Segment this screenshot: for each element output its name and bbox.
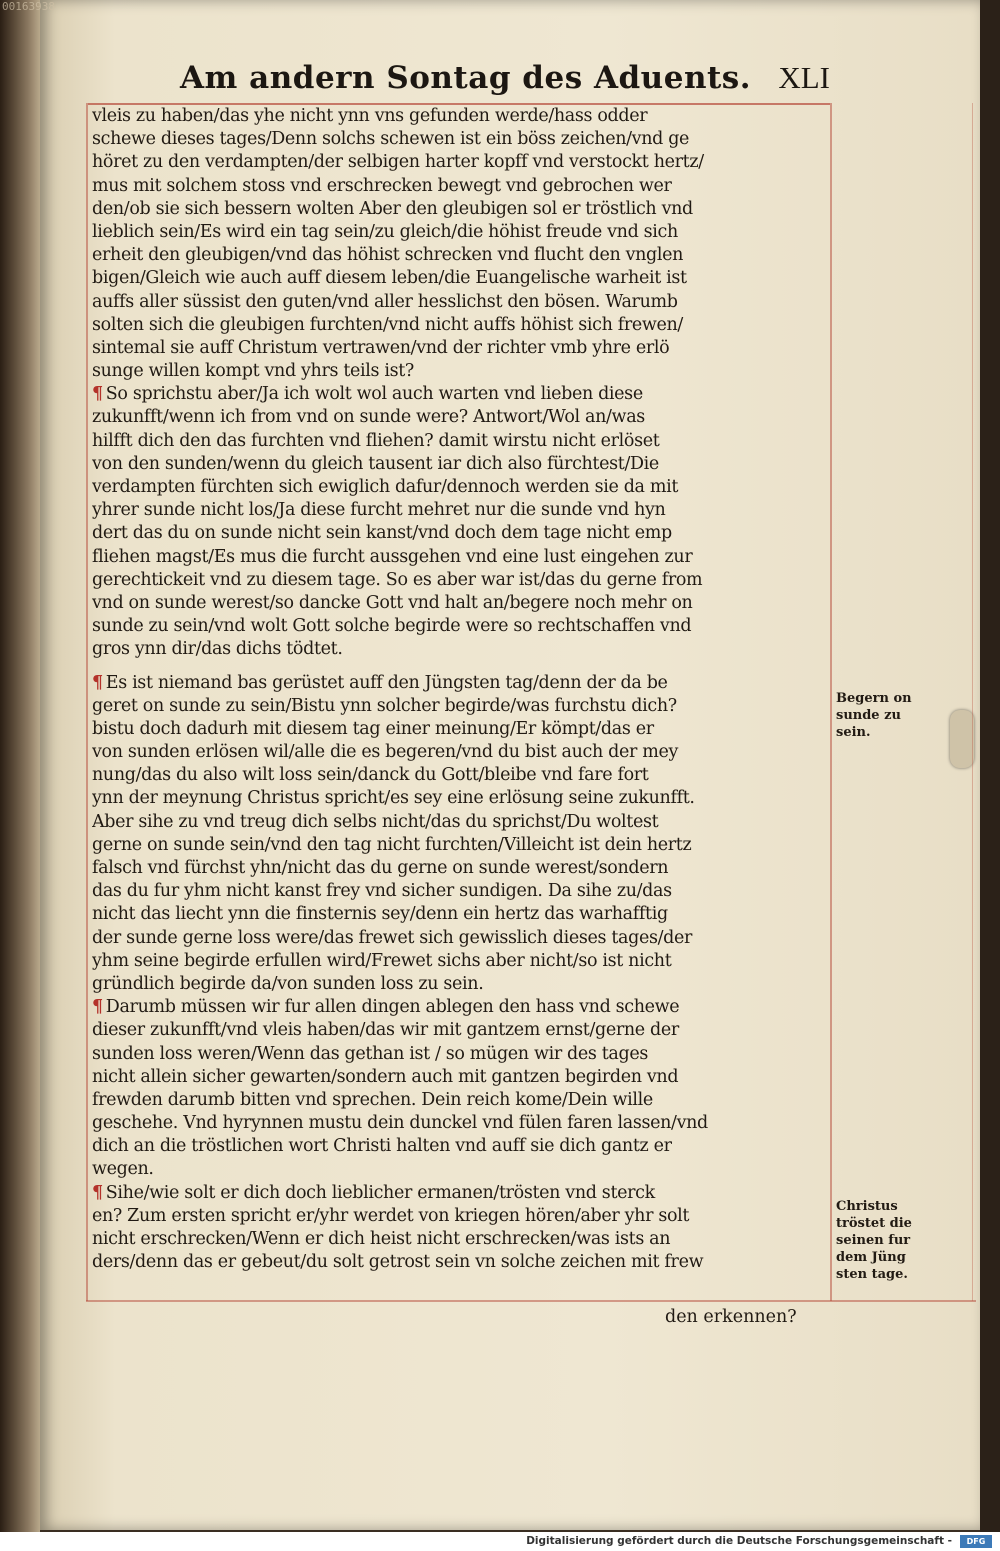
rule-margin — [972, 103, 973, 1301]
line-text: falsch vnd fürchst yhn/nicht das du gerne on sunde werest/sondern — [92, 858, 669, 878]
line-text: dert das du on sunde nicht sein kanst/vnd doch dem tage nicht emp — [92, 523, 672, 544]
text-line — [92, 1228, 827, 1251]
line-text: von sunden erlösen wil/alle die es begeren/vnd du bist auch der mey — [92, 742, 678, 763]
marginal-gloss-christus — [836, 1198, 956, 1283]
text-line — [92, 383, 827, 406]
line-text: ders/denn das er gebeut/du solt getrost sein vn solche zeichen mit frew — [92, 1252, 704, 1273]
line-text: der sunde gerne loss were/das frewet sich gewisslich dieses tages/der — [92, 927, 693, 948]
line-text: geret on sunde zu sein/Bistu ynn solcher begirde/was furchstu dich? — [92, 695, 677, 716]
line-text: gerechtickeit vnd zu diesem tage. So es aber war ist/das du gerne from — [92, 569, 703, 590]
text-line — [92, 903, 827, 926]
gloss-line: sein. — [836, 725, 871, 740]
text-line — [92, 291, 827, 314]
line-text: yhrer sunde nicht los/Ja diese furcht mehret nur die sunde vnd hyn — [92, 500, 666, 521]
line-text: das du fur yhm nicht kanst frey vnd sicher sundigen. Da sihe zu/das — [92, 881, 672, 902]
text-line — [92, 430, 827, 453]
text-line — [92, 314, 827, 337]
text-line — [92, 927, 827, 950]
text-body — [92, 105, 827, 1274]
pilcrow-mark: ¶ — [92, 384, 103, 405]
line-text: geschehe. Vnd hyrynnen mustu dein dunckel vnd fülen faren lassen/vnd — [92, 1113, 708, 1134]
text-line — [92, 1043, 827, 1066]
line-text: auffs aller süssist den guten/vnd aller hesslichst den bösen. Warumb — [92, 291, 678, 312]
line-text: von den sunden/wenn du gleich tausent iar dich also fürchtest/Die — [92, 453, 659, 474]
line-text: Es ist niemand bas gerüstet auff den Jüngsten tag/denn der da be — [105, 672, 668, 693]
text-line — [92, 950, 827, 973]
text-line — [92, 569, 827, 592]
text-line — [92, 996, 827, 1019]
text-line — [92, 499, 827, 522]
line-text: schewe dieses tages/Denn solchs schewen ist ein böss zeichen/vnd ge — [92, 129, 690, 150]
text-line — [92, 128, 827, 151]
text-line — [92, 221, 827, 244]
gloss-line: seinen fur — [836, 1233, 911, 1248]
gloss-line: Christus — [836, 1199, 898, 1214]
page-edge-shadow — [980, 0, 1000, 1551]
line-text: Aber sihe zu vnd treug dich selbs nicht/das du sprichst/Du woltest — [92, 811, 659, 832]
line-text: nung/das du also wilt loss sein/danck du Gott/bleibe vnd fare fort — [92, 765, 649, 786]
dfg-logo: DFG — [960, 1535, 992, 1548]
line-text: lieblich sein/Es wird ein tag sein/zu gleich/die höhist freude vnd sich — [92, 221, 678, 242]
pilcrow-mark: ¶ — [92, 672, 103, 693]
line-text: dieser zukunfft/vnd vleis haben/das wir mit gantzem ernst/gerne der — [92, 1020, 679, 1041]
line-text: nicht allein sicher gewarten/sondern auch mit gantzen begirden vnd — [92, 1066, 679, 1087]
line-text: wegen. — [92, 1159, 154, 1180]
paragraph-gap — [92, 662, 827, 672]
page-title: Am andern Sontag des Aduents. — [180, 60, 752, 96]
text-line — [92, 151, 827, 174]
text-line — [92, 592, 827, 615]
line-text: vnd on sunde werest/so dancke Gott vnd halt an/begere noch mehr on — [92, 592, 693, 613]
line-text: nicht das liecht ynn die finsternis sey/denn ein hertz das warhafftig — [92, 904, 668, 925]
rule-left — [86, 103, 88, 1301]
gloss-line: Begern on — [836, 691, 912, 706]
text-line — [92, 718, 827, 741]
line-text: dich an die tröstlichen wort Christi halten vnd auff sie dich gantz er — [92, 1136, 672, 1157]
line-text: höret zu den verdampten/der selbigen harter kopff vnd verstockt hertz/ — [92, 152, 704, 173]
rule-bottom — [86, 1300, 976, 1302]
line-text: Sihe/wie solt er dich doch lieblicher ermanen/trösten vnd sterck — [105, 1182, 655, 1203]
text-line — [92, 476, 827, 499]
gloss-line: dem Jüng — [836, 1250, 906, 1265]
scan-stamp: 00163938 — [2, 0, 55, 13]
line-text: gerne on sunde sein/vnd den tag nicht furchten/Villeicht ist dein hertz — [92, 834, 692, 855]
line-text: hilfft dich den das furchten vnd fliehen? damit wirstu nicht erlöset — [92, 430, 660, 451]
line-text: verdampten fürchten sich ewiglich dafur/dennoch werden sie da mit — [92, 477, 679, 497]
text-line — [92, 175, 827, 198]
line-text: den/ob sie sich bessern wolten Aber den gleubigen sol er tröstlich vnd — [92, 198, 693, 219]
text-line — [92, 1066, 827, 1089]
text-line — [92, 337, 827, 360]
text-line — [92, 546, 827, 569]
text-line — [92, 638, 827, 661]
text-line — [92, 105, 827, 128]
text-line — [92, 453, 827, 476]
text-line — [92, 1158, 827, 1181]
line-text: solten sich die gleubigen furchten/vnd nicht auffs höhist sich frewen/ — [92, 314, 683, 335]
line-text: gründlich begirde da/von sunden loss zu sein. — [92, 973, 484, 994]
footer-bar — [0, 1532, 1000, 1551]
marginal-gloss-begern — [836, 690, 956, 741]
line-text: bigen/Gleich wie auch auff diesem leben/die Euangelische warheit ist — [92, 268, 687, 289]
line-text: bistu doch dadurh mit diesem tag einer meinung/Er kömpt/das er — [92, 718, 654, 739]
text-line — [92, 615, 827, 638]
text-line — [92, 695, 827, 718]
line-text: ynn der meynung Christus spricht/es sey eine erlösung seine zukunfft. — [92, 788, 695, 809]
text-line — [92, 1135, 827, 1158]
text-line — [92, 741, 827, 764]
catchword: den erkennen? — [665, 1307, 797, 1327]
text-line — [92, 1182, 827, 1205]
text-line — [92, 1205, 827, 1228]
line-text: frewden darumb bitten vnd sprechen. Dein reich kome/Dein wille — [92, 1089, 653, 1110]
book-binding — [0, 0, 40, 1551]
text-line — [92, 360, 827, 383]
line-text: gros ynn dir/das dichs tödtet. — [92, 639, 343, 660]
line-text: fliehen magst/Es mus die furcht aussgehen vnd eine lust eingehen zur — [92, 546, 693, 567]
text-line — [92, 1089, 827, 1112]
text-line — [92, 834, 827, 857]
line-text: sunge willen kompt vnd yhrs teils ist? — [92, 361, 414, 382]
line-text: sunde zu sein/vnd wolt Gott solche begirde were so rechtschaffen vnd — [92, 616, 692, 637]
text-line — [92, 267, 827, 290]
text-line — [92, 244, 827, 267]
text-line — [92, 880, 827, 903]
line-text: nicht erschrecken/Wenn er dich heist nicht erschrecken/was ists an — [92, 1229, 671, 1249]
text-line — [92, 811, 827, 834]
line-text: yhm seine begirde erfullen wird/Frewet sichs aber nicht/so ist nicht — [92, 950, 672, 971]
gloss-line: sunde zu — [836, 708, 901, 723]
text-line — [92, 406, 827, 429]
pilcrow-mark: ¶ — [92, 997, 103, 1018]
footer-credit: Digitalisierung gefördert durch die Deutsche Forschungsgemeinschaft - — [526, 1535, 952, 1547]
gloss-line: tröstet die — [836, 1216, 912, 1231]
text-line — [92, 973, 827, 996]
pilcrow-mark: ¶ — [92, 1182, 103, 1203]
line-text: erheit den gleubigen/vnd das höhist schrecken vnd flucht den vnglen — [92, 245, 684, 266]
text-line — [92, 198, 827, 221]
text-line — [92, 1112, 827, 1135]
text-line — [92, 787, 827, 810]
line-text: sunden loss weren/Wenn das gethan ist / so mügen wir des tages — [92, 1043, 649, 1064]
text-line — [92, 1019, 827, 1042]
gloss-line: sten tage. — [836, 1267, 908, 1282]
line-text: mus mit solchem stoss vnd erschrecken bewegt vnd gebrochen wer — [92, 175, 672, 196]
line-text: vleis zu haben/das yhe nicht ynn vns gefunden werde/hass odder — [92, 106, 648, 126]
text-line — [92, 857, 827, 880]
rule-right — [830, 103, 832, 1301]
text-line — [92, 1251, 827, 1274]
line-text: zukunfft/wenn ich from vnd on sunde were? Antwort/Wol an/was — [92, 407, 645, 428]
line-text: en? Zum ersten spricht er/yhr werdet von kriegen hören/aber yhr solt — [92, 1205, 690, 1226]
folio-number: XLI — [778, 60, 830, 95]
line-text: So sprichstu aber/Ja ich wolt wol auch warten vnd lieben diese — [105, 384, 643, 405]
line-text: Darumb müssen wir fur allen dingen ablegen den hass vnd schewe — [105, 997, 680, 1018]
text-line — [92, 672, 827, 695]
running-header — [180, 60, 830, 100]
text-line — [92, 522, 827, 545]
text-line — [92, 764, 827, 787]
line-text: sintemal sie auff Christum vertrawen/vnd der richter vmb yhre erlö — [92, 337, 670, 358]
